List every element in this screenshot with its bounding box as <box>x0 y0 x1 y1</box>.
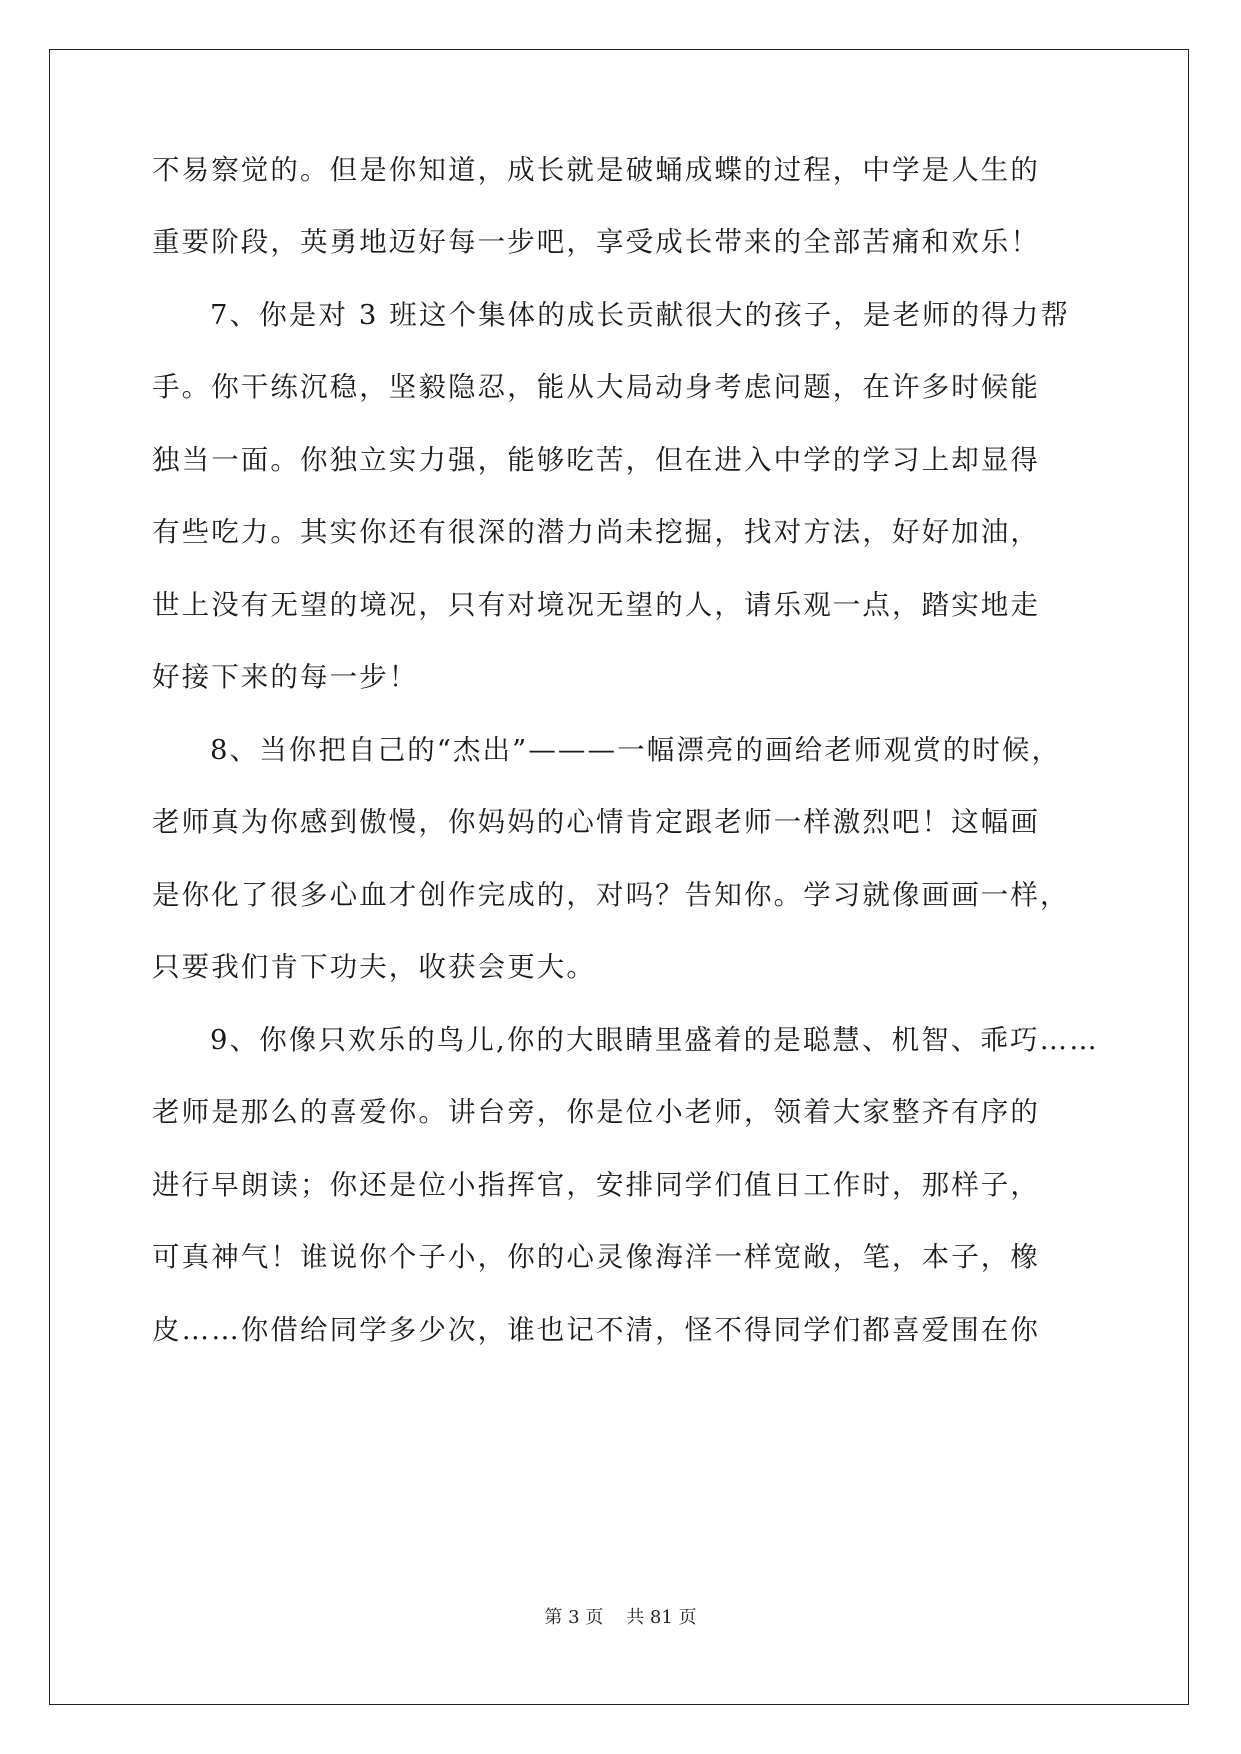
text-line: 老师是那么的喜爱你。讲台旁，你是位小老师，领着大家整齐有序的 <box>152 1096 1040 1128</box>
text-line: 手。你干练沉稳，坚毅隐忍，能从大局动身考虑问题，在许多时候能 <box>152 371 1040 403</box>
text-line: 老师真为你感到傲慢，你妈妈的心情肯定跟老师一样激烈吧！这幅画 <box>152 806 1040 838</box>
text-line: 不易察觉的。但是你知道，成长就是破蛹成蝶的过程，中学是人生的 <box>152 154 1040 186</box>
page-number-footer: 第 3 页 共 81 页 <box>544 1607 697 1628</box>
text-line: 是你化了很多心血才创作完成的，对吗？告知你。学习就像画画一样， <box>152 879 1070 911</box>
paragraph-8-start: 8、当你把自己的“杰出”———一幅漂亮的画给老师观赏的时候， <box>210 734 1062 766</box>
text-line: 重要阶段，英勇地迈好每一步吧，享受成长带来的全部苦痛和欢乐！ <box>152 226 1040 258</box>
text-line: 进行早朗读；你还是位小指挥官，安排同学们值日工作时，那样子， <box>152 1169 1040 1201</box>
text-line: 可真神气！谁说你个子小，你的心灵像海洋一样宽敞，笔，本子，橡 <box>152 1241 1040 1273</box>
paragraph-7-start: 7、你是对 3 班这个集体的成长贡献很大的孩子，是老师的得力帮 <box>210 299 1071 331</box>
text-line: 世上没有无望的境况，只有对境况无望的人，请乐观一点，踏实地走 <box>152 589 1040 621</box>
text-line: 独当一面。你独立实力强，能够吃苦，但在进入中学的学习上却显得 <box>152 444 1040 476</box>
text-line: 好接下来的每一步！ <box>152 661 419 693</box>
paragraph-9-start: 9、你像只欢乐的鸟儿,你的大眼睛里盛着的是聪慧、机智、乖巧…… <box>210 1024 1099 1056</box>
text-line: 只要我们肯下功夫，收获会更大。 <box>152 951 596 983</box>
text-line: 皮……你借给同学多少次，谁也记不清，怪不得同学们都喜爱围在你 <box>152 1314 1040 1346</box>
text-line: 有些吃力。其实你还有很深的潜力尚未挖掘，找对方法，好好加油， <box>152 516 1040 548</box>
